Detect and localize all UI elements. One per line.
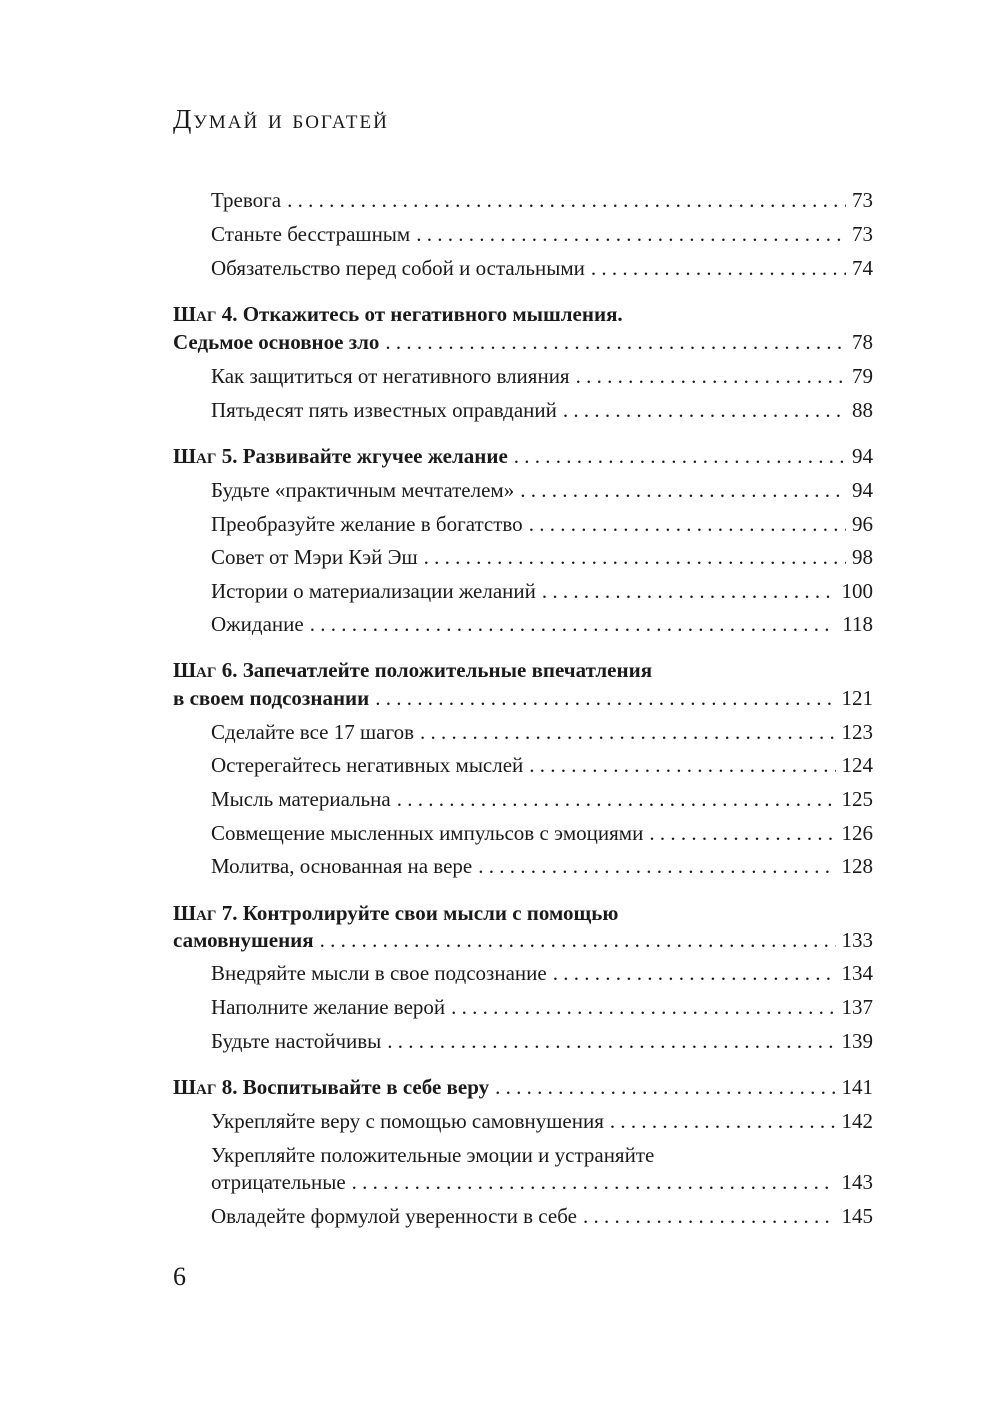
toc-entry [211,992,873,1022]
toc-entry-title: Ожидание [211,612,304,636]
toc-entry [211,784,873,814]
leader-dots [416,219,846,249]
leader-dots [529,509,846,539]
leader-dots [352,1167,836,1197]
step-heading [173,683,873,713]
toc-entry [211,750,873,780]
toc-entry-page: 145 [841,1204,873,1228]
leader-dots [320,925,836,955]
toc-entry-title: Обязательство перед собой и остальными [211,256,585,280]
leader-dots [649,818,835,848]
step-heading-title: самовнушения [173,928,314,952]
leader-dots [563,395,846,425]
toc-entry [211,542,873,572]
toc-entry-title: Будьте «практичным мечтателем» [211,478,515,502]
toc-entry [211,609,873,639]
page-number: 6 [173,1262,186,1291]
leader-dots [385,327,846,357]
leader-dots [529,750,835,780]
toc-entry [211,1167,873,1197]
toc-entry [211,576,873,606]
leader-dots [420,717,836,747]
toc-entry-page: 142 [841,1109,873,1133]
step-heading-title: в своем подсознании [173,686,370,710]
toc-entry-page: 88 [852,398,873,422]
toc-entry-title: Укрепляйте веру с помощью самовнушения [211,1109,604,1133]
step-heading-title: Шаг 5. Развивайте жгучее желание [173,444,508,468]
toc-entry-page: 143 [841,1170,873,1194]
toc-entry-title: Совмещение мысленных импульсов с эмоциями [211,821,644,845]
toc-entry-line1: Укрепляйте положительные эмоции и устраняйте [211,1143,655,1167]
toc-entry-title: Молитва, основанная на вере [211,854,473,878]
toc-entry [211,361,873,391]
toc-entry-page: 128 [841,854,873,878]
toc-entry-title: Будьте настойчивы [211,1029,382,1053]
step-heading-line1: Шаг 4. Откажитесь от негативного мышления. [173,302,623,326]
toc-entry-title: Совет от Мэри Кэй Эш [211,545,418,569]
toc-entry-page: 96 [852,512,873,536]
toc-entry-page: 74 [852,256,873,280]
step-heading-line1: Шаг 6. Запечатлейте положительные впечатления [173,658,653,682]
leader-dots [451,992,835,1022]
toc-entry-title: отрицательные [211,1170,346,1194]
toc-entry [211,717,873,747]
toc-entry [211,818,873,848]
step-heading [173,327,873,357]
step-heading [173,1072,873,1102]
toc-entry-title: Как защититься от негативного влияния [211,364,570,388]
toc-entry-title: Преобразуйте желание в богатство [211,512,523,536]
toc-entry-page: 94 [852,478,873,502]
toc-entry-title: Истории о материализации желаний [211,579,536,603]
leader-dots [610,1106,836,1136]
leader-dots [424,542,846,572]
leader-dots [576,361,846,391]
toc-entry-page: 134 [841,961,873,985]
toc-entry-page: 126 [841,821,873,845]
leader-dots [478,851,835,881]
toc-entry [211,219,873,249]
leader-dots [310,609,837,639]
toc-entry [211,509,873,539]
leader-dots [520,475,846,505]
toc-entry-title: Пятьдесят пять известных оправданий [211,398,557,422]
toc-entry-title: Наполните желание верой [211,995,446,1019]
step-heading-page: 121 [841,686,873,710]
leader-dots [495,1072,835,1102]
step-heading [173,925,873,955]
step-heading [173,441,873,471]
toc-entry-page: 73 [852,222,873,246]
leader-dots [387,1026,835,1056]
step-heading-page: 133 [841,928,873,952]
toc-entry-page: 137 [841,995,873,1019]
leader-dots [591,253,846,283]
leader-dots [397,784,836,814]
toc-entry [211,1201,873,1231]
step-heading-page: 141 [841,1075,873,1099]
step-heading-title: Шаг 8. Воспитывайте в себе веру [173,1075,490,1099]
toc-entry-page: 124 [841,753,873,777]
toc-entry-page: 98 [852,545,873,569]
toc-entry-title: Овладейте формулой уверенности в себе [211,1204,577,1228]
leader-dots [583,1201,836,1231]
toc-entry-title: Станьте бесстрашным [211,222,411,246]
toc-entry [211,185,873,215]
toc-entry-title: Сделайте все 17 шагов [211,720,414,744]
leader-dots [287,185,846,215]
running-header: Думай и богатей [173,104,389,134]
toc-entry-title: Остерегайтесь негативных мыслей [211,753,524,777]
toc-entry [211,395,873,425]
toc-entry [211,475,873,505]
leader-dots [514,441,846,471]
toc-entry [211,1026,873,1056]
step-heading-page: 94 [852,444,873,468]
toc-entry-page: 79 [852,364,873,388]
toc-entry-page: 100 [841,579,873,603]
toc-entry [211,958,873,988]
toc-entry-page: 73 [852,188,873,212]
leader-dots [553,958,836,988]
toc-entry [211,253,873,283]
toc-entry-title: Внедряйте мысли в свое подсознание [211,961,547,985]
toc-entry-page: 125 [841,787,873,811]
toc-entry [211,1106,873,1136]
toc-entry-title: Мысль материальна [211,787,391,811]
toc-entry-page: 139 [841,1029,873,1053]
toc-entry-page: 118 [842,612,873,636]
leader-dots [542,576,836,606]
step-heading-page: 78 [852,330,873,354]
leader-dots [375,683,835,713]
step-heading-title: Седьмое основное зло [173,330,380,354]
toc-entry-page: 123 [841,720,873,744]
toc-entry-title: Тревога [211,188,282,212]
step-heading-line1: Шаг 7. Контролируйте свои мысли с помощью [173,901,619,925]
toc-entry [211,851,873,881]
